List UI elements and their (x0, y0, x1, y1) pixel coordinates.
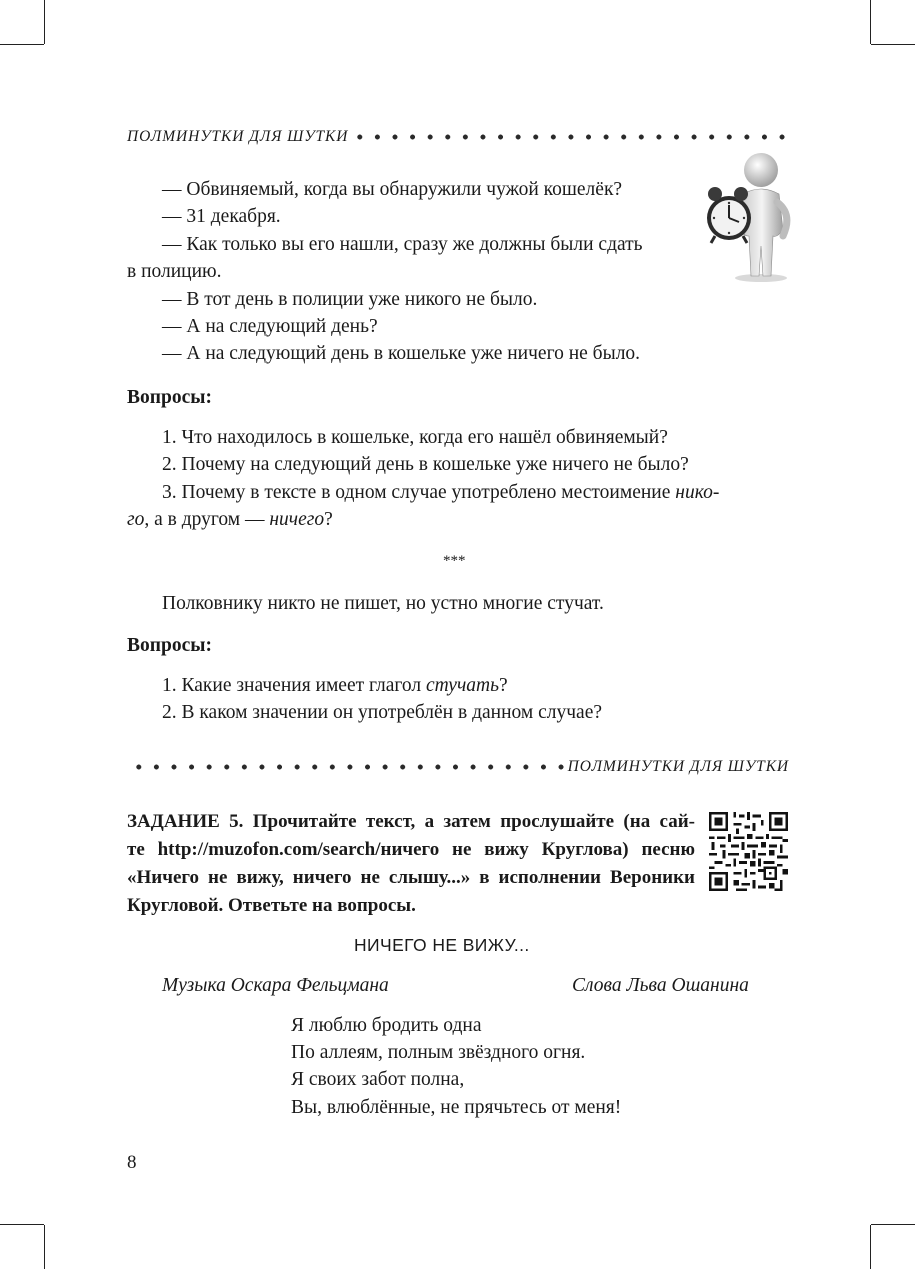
task-line: те http://muzofon.com/search/ничего не вижу Круглова) песню (127, 839, 695, 860)
task-line: «Ничего не вижу, ничего не слышу...» в исполнении Вероники (127, 867, 695, 888)
questions-heading: Вопросы: (127, 387, 212, 408)
dotted-leader (351, 134, 786, 140)
dialogue-line: — Обвиняемый, когда вы обнаружили чужой кошелёк? (162, 179, 623, 200)
section-header-bottom (127, 756, 789, 778)
section-header-top (127, 126, 789, 148)
questions-heading: Вопросы: (127, 635, 212, 656)
dialogue-line: — В тот день в полиции уже никого не было. (162, 289, 538, 310)
crop-mark (870, 0, 871, 44)
separator: *** (443, 553, 466, 569)
song-line: По аллеям, полным звёздного огня. (291, 1042, 586, 1063)
question-item (162, 672, 508, 700)
emphasis-word: ничего (269, 509, 325, 530)
question-text: , а в другом — (144, 509, 270, 530)
question-text: ? (324, 509, 333, 530)
page-number: 8 (127, 1152, 137, 1173)
joke-text: Полковнику никто не пишет, но устно многие стучат. (162, 593, 604, 614)
crop-mark (44, 1225, 45, 1269)
dialogue-line: — А на следующий день в кошельке уже ничего не было. (162, 343, 641, 364)
question-item: 2. Почему на следующий день в кошельке уже ничего не было? (162, 454, 689, 475)
dotted-leader (130, 764, 565, 770)
dialogue-line: — Как только вы его нашли, сразу же должны были сдать (162, 234, 643, 255)
crop-mark (871, 44, 915, 45)
crop-mark (871, 1224, 915, 1225)
crop-mark (44, 0, 45, 44)
question-text: ? (498, 675, 508, 696)
qr-code-icon[interactable] (709, 812, 788, 891)
emphasis-word: стучать (426, 675, 499, 696)
crop-mark (870, 1225, 871, 1269)
dialogue-line: в полицию. (127, 261, 222, 282)
song-title: НИЧЕГО НЕ ВИЖУ... (354, 935, 530, 955)
song-music-credit: Музыка Оскара Фельцмана (162, 975, 389, 996)
emphasis-word: го (127, 509, 145, 530)
question-text: 1. Какие значения имеет глагол (162, 675, 427, 696)
song-line: Я люблю бродить одна (291, 1015, 482, 1036)
dialogue-line: — 31 декабря. (162, 206, 281, 227)
song-line: Я своих забот полна, (291, 1069, 465, 1090)
task-instruction (127, 808, 695, 920)
song-line: Вы, влюблённые, не прячьтесь от меня! (291, 1097, 622, 1118)
crop-mark (0, 44, 44, 45)
question-item (162, 479, 719, 507)
figure-with-alarm-clock-icon (703, 150, 793, 282)
dialogue-line: — А на следующий день? (162, 316, 378, 337)
song-words-credit: Слова Льва Ошанина (572, 975, 749, 996)
question-item: 1. Что находилось в кошельке, когда его нашёл обвиняемый? (162, 427, 668, 448)
question-item-continued (127, 506, 333, 534)
task-line: ЗАДАНИЕ 5. Прочитайте текст, а затем прослушайте (на сай- (127, 811, 695, 832)
emphasis-word: нико- (675, 482, 720, 503)
question-item: 2. В каком значении он употреблён в данном случае? (162, 702, 603, 723)
crop-mark (0, 1224, 44, 1225)
section-header-label: ПОЛМИНУТКИ ДЛЯ ШУТКИ (567, 758, 789, 775)
task-line: Кругловой. Ответьте на вопросы. (127, 895, 416, 916)
question-text: 3. Почему в тексте в одном случае употреблено местоимение (162, 482, 676, 503)
section-header-label: ПОЛМИНУТКИ ДЛЯ ШУТКИ (127, 128, 349, 145)
